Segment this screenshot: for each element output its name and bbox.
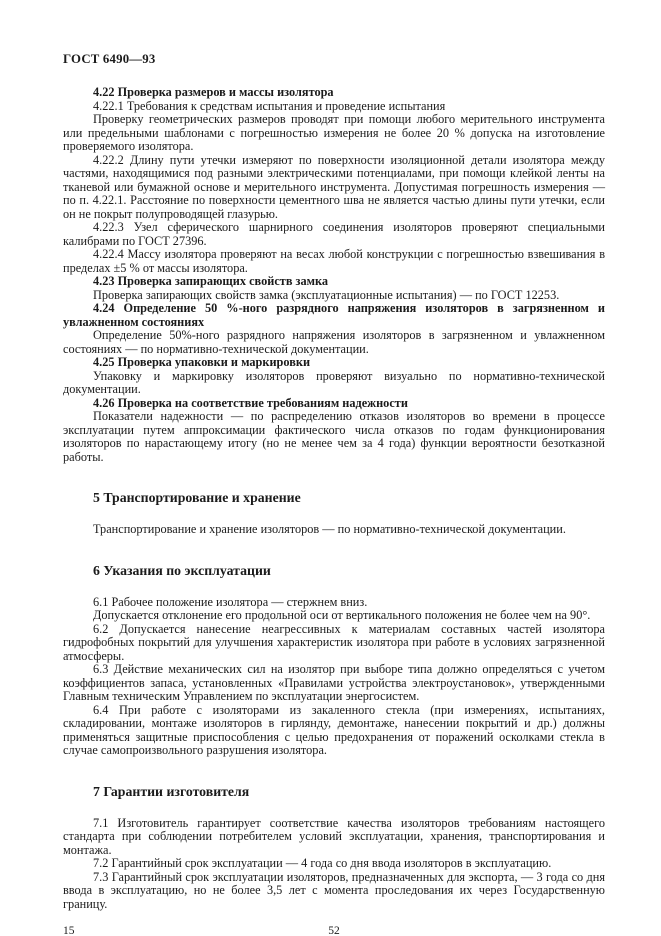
section-heading-6: 6 Указания по эксплуатации	[93, 562, 271, 578]
section-heading-7: 7 Гарантии изготовителя	[93, 783, 250, 799]
clause-heading-4-26: 4.26 Проверка на соответствие требованиям надежности	[93, 395, 408, 410]
para-6-1-note: Допускается отклонение его продольной оси от вертикального положения не более чем на 90°.	[93, 608, 591, 622]
para-4-25: Упаковку и маркировку изоляторов проверяют визуально по нормативно-технической документации.	[63, 368, 605, 396]
para-4-22-1-procedure: Проверку геометрических размеров проводят при помощи любого мерительного инструмента или предельными шаблонами с погрешностью измерения не более 20 % допуска на изготовление проверяемого изолятора.	[63, 112, 605, 153]
clause-heading-4-25: 4.25 Проверка упаковки и маркировки	[93, 355, 311, 369]
para-4-22-3: 4.22.3 Узел сферического шарнирного соединения изоляторов проверяют специальными калибрами по ГОСТ 27396.	[63, 220, 605, 248]
para-5-transport: Транспортирование и хранение изоляторов — по нормативно-технической документации.	[93, 522, 566, 536]
page-number-center: 52	[328, 925, 340, 936]
para-6-2: 6.2 Допускается нанесение неагрессивных к материалам составных частей изолятора гидрофобных покрытий для улучшения характеристик изолятора при работе в условиях загрязненной атмосферы.	[63, 621, 605, 663]
page-number-left: 15	[63, 925, 75, 936]
clause-heading-4-23: 4.23 Проверка запирающих свойств замка	[93, 274, 329, 288]
section-heading-5: 5 Транспортирование и хранение	[93, 490, 301, 505]
para-7-1: 7.1 Изготовитель гарантирует соответствие качества изоляторов требованиям настоящего стандарта при соблюдении потребителем условий эксплуатации, хранения, транспортирования и монтажа.	[63, 815, 605, 857]
para-4-22-4: 4.22.4 Массу изолятора проверяют на весах любой конструкции с погрешностью взвешивания в пределах ±5 % от массы изолятора.	[63, 247, 605, 275]
para-4-23: Проверка запирающих свойств замка (эксплуатационные испытания) — по ГОСТ 12253.	[93, 287, 560, 302]
doc-code: ГОСТ 6490—93	[63, 52, 156, 66]
para-4-22-1: 4.22.1 Требования к средствам испытания и проведение испытания	[93, 98, 446, 113]
clause-heading-4-24: 4.24 Определение 50 %-ного разрядного напряжения изоляторов в загрязненном и увлажненном состояниях	[63, 301, 605, 329]
para-7-3: 7.3 Гарантийный срок эксплуатации изоляторов, предназначенных для экспорта, — 3 года со дня ввода в эксплуатацию, но не более 3,5 лет с момента проследования их через Государственную границу.	[63, 869, 605, 911]
para-6-3: 6.3 Действие механических сил на изолятор при выборе типа должно определяться с учетом коэффициентов запаса, установленных «Правилами устройства электроустановок», утвержденными Главным техническим Управлением по эксплуатации энергосистем.	[63, 662, 605, 703]
para-6-4: 6.4 При работе с изоляторами из закаленного стекла (при измерениях, испытаниях, складировании, монтаже изоляторов в гирлянду, демонтаже, нанесении покрытий и др.) должны применяться защитные приспособления с целью предохранения от поражений осколками стекла в случае самопроизвольного разрушения изолятора.	[63, 702, 605, 757]
para-4-26: Показатели надежности — по распределению отказов изоляторов во времени в процессе эксплуатации путем аппроксимации фактического числа отказов по годам функционирования изоляторов по нарастающему итогу (но не менее чем за 4 года) функции вероятности безотказной работы.	[63, 409, 605, 464]
para-4-22-2: 4.22.2 Длину пути утечки измеряют по поверхности изоляционной детали изолятора между частями, находящимися под разными электрическими потенциалами, при помощи клейкой ленты на тканевой или бумажной основе и мерительного инструмента. Допустимая погрешность измерения — по п. 4.22.1. Расстояние по поверхности цементного шва не является частью длины пути утечки, если он не покрыт полупроводящей глазурью.	[63, 152, 605, 221]
para-4-24: Определение 50%-ного разрядного напряжения изоляторов в загрязненном и увлажненном состояниях — по нормативно-технической документации.	[63, 328, 605, 356]
clause-heading-4-22: 4.22 Проверка размеров и массы изолятора	[93, 85, 334, 99]
para-7-2: 7.2 Гарантийный срок эксплуатации — 4 года со дня ввода изоляторов в эксплуатацию.	[93, 856, 552, 870]
para-6-1: 6.1 Рабочее положение изолятора — стержнем вниз.	[93, 594, 368, 609]
page-footer	[63, 924, 605, 936]
